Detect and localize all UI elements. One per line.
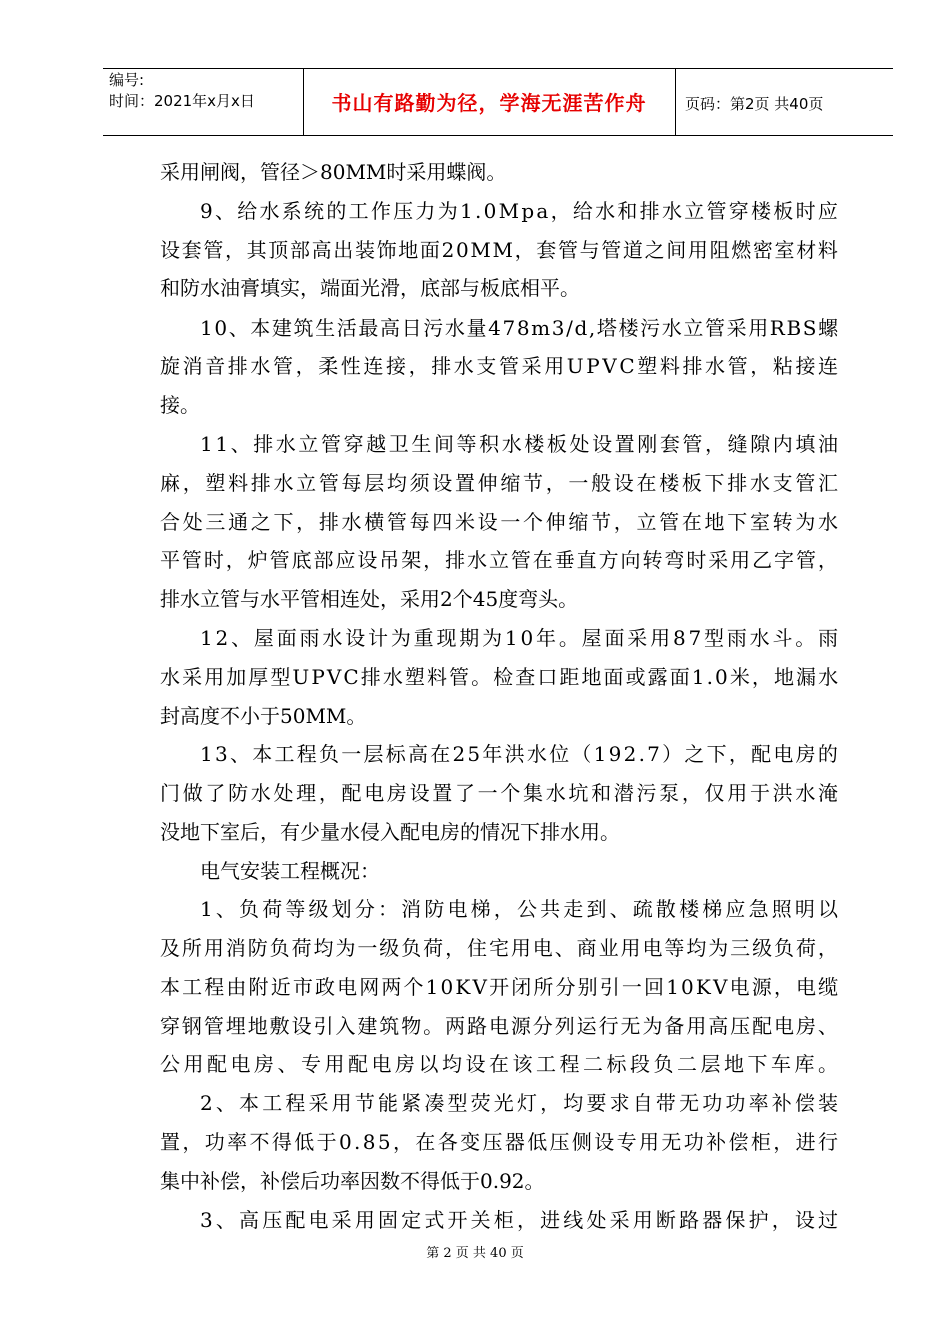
header-right-cell — [675, 69, 893, 135]
header-left-cell — [103, 69, 304, 135]
page-header — [103, 68, 893, 136]
page-code: 页码：第2页 共40页 — [685, 95, 824, 113]
header-middle-cell — [303, 69, 676, 135]
time-label: 时间：2021年x月x日 — [109, 92, 255, 110]
number-label: 编号: — [109, 71, 145, 89]
motto: 书山有路勤为径，学海无涯苦作舟 — [331, 91, 647, 115]
page-footer: 第 2 页 共 40 页 — [426, 1246, 524, 1261]
